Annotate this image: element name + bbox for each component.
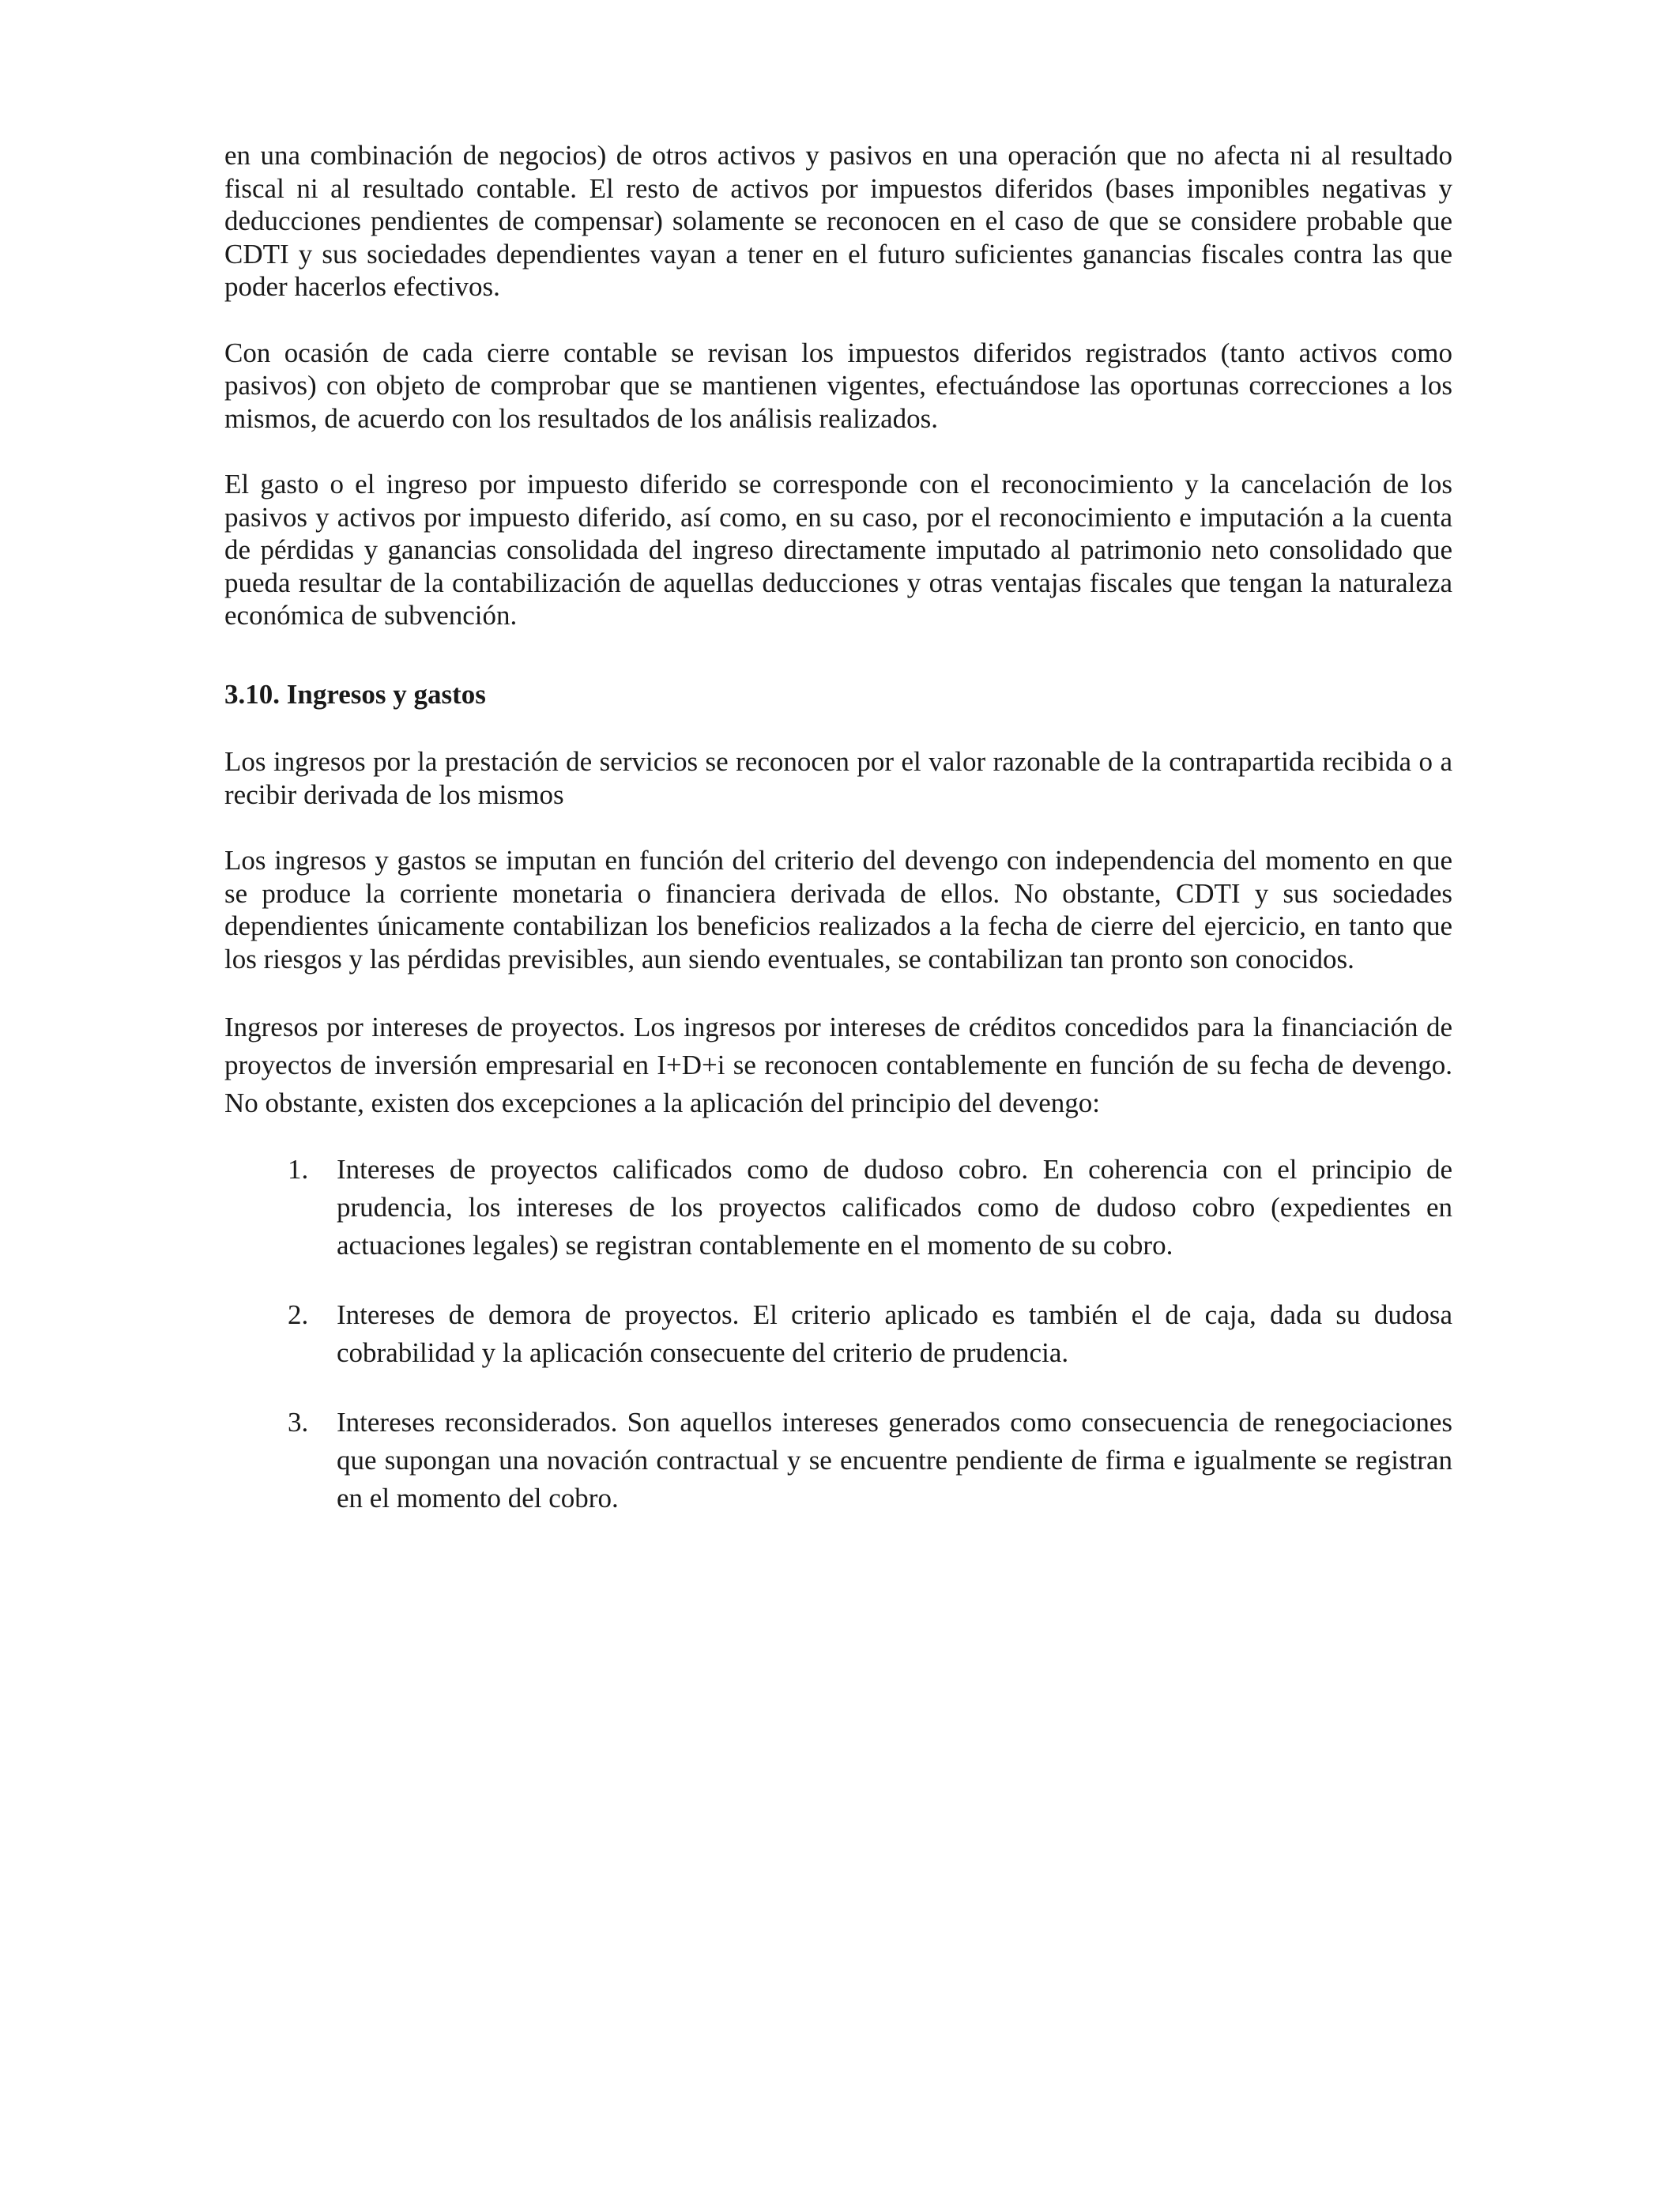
paragraph-project-interest: Ingresos por intereses de proyectos. Los ingresos por intereses de créditos concedidos para la financiación de proyectos de inversión empresarial en I+D+i se reconocen contablemente en función de su fecha de devengo. No obstante, existen dos excepciones a la aplicación del principio del devengo:	[224, 1012, 1452, 1118]
list-item	[224, 1296, 1452, 1372]
list-item-text: Intereses de demora de proyectos. El criterio aplicado es también el de caja, dada su dudosa cobrabilidad y la aplicación consecuente del criterio de prudencia.	[337, 1299, 1452, 1368]
list-item	[224, 1404, 1452, 1517]
list-item-text: Intereses de proyectos calificados como de dudoso cobro. En coherencia con el principio de prudencia, los intereses de los proyectos calificados como de dudoso cobro (expedientes en actuaciones legales) se registran contablemente en el momento de su cobro.	[337, 1154, 1452, 1261]
paragraph-service-income: Los ingresos por la prestación de servicios se reconocen por el valor razonable de la contrapartida recibida o a recibir derivada de los mismos	[224, 746, 1452, 810]
list-item-number: 1.	[288, 1154, 309, 1185]
list-item-text: Intereses reconsiderados. Son aquellos intereses generados como consecuencia de renegociaciones que supongan una novación contractual y se encuentre pendiente de firma e igualmente se registran en el momento del cobro.	[337, 1407, 1452, 1514]
paragraph-closing-review: Con ocasión de cada cierre contable se revisan los impuestos diferidos registrados (tanto activos como pasivos) con objeto de comprobar que se mantienen vigentes, efectuándose las oportunas correcciones a los mismos, de acuerdo con los resultados de los análisis realizados.	[224, 337, 1452, 434]
list-item-number: 2.	[288, 1299, 309, 1330]
section-heading: 3.10. Ingresos y gastos	[224, 678, 486, 710]
paragraph-accrual-criterion: Los ingresos y gastos se imputan en función del criterio del devengo con independencia del momento en que se produce la corriente monetaria o financiera derivada de ellos. No obstante, CDTI y sus sociedades dependientes únicamente contabilizan los beneficios realizados a la fecha de cierre del ejercicio, en tanto que los riesgos y las pérdidas previsibles, aun siendo eventuales, se contabilizan tan pronto son conocidos.	[224, 845, 1452, 974]
document-body	[224, 139, 1452, 1549]
paragraph-deferred-assets: en una combinación de negocios) de otros activos y pasivos en una operación que no afecta ni al resultado fiscal ni al resultado contable. El resto de activos por impuestos diferidos (bases imponibles negativas y deducciones pendientes de compensar) solamente se reconocen en el caso de que se considere probable que CDTI y sus sociedades dependientes vayan a tener en el futuro suficientes ganancias fiscales contra las que poder hacerlos efectivos.	[224, 140, 1452, 302]
exceptions-list	[224, 1151, 1452, 1517]
list-item-number: 3.	[288, 1407, 309, 1438]
paragraph-deferred-tax-expense: El gasto o el ingreso por impuesto diferido se corresponde con el reconocimiento y la cancelación de los pasivos y activos por impuesto diferido, así como, en su caso, por el reconocimiento e imputación a la cuenta de pérdidas y ganancias consolidada del ingreso directamente imputado al patrimonio neto consolidado que pueda resultar de la contabilización de aquellas deducciones y otras ventajas fiscales que tengan la naturaleza económica de subvención.	[224, 469, 1452, 631]
list-item	[224, 1151, 1452, 1265]
